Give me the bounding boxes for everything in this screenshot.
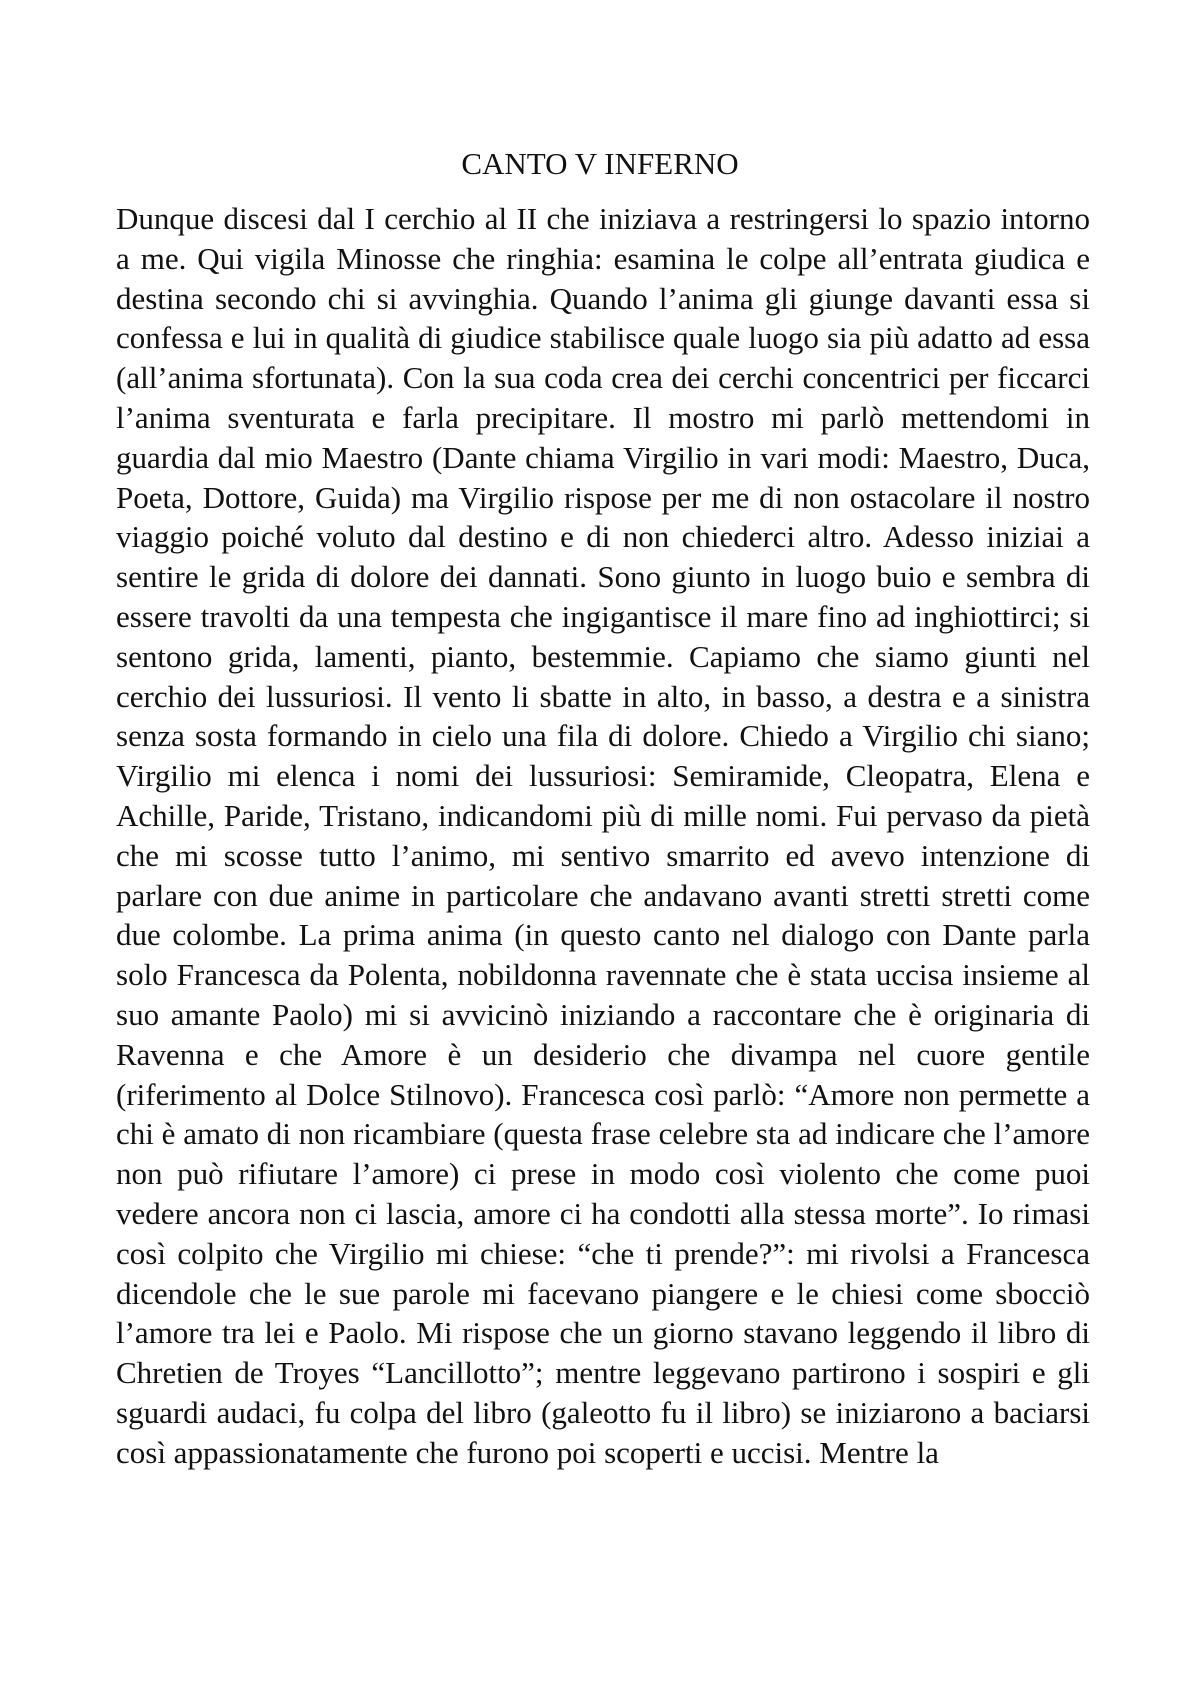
document-body-paragraph: Dunque discesi dal I cerchio al II che iniziava a restringersi lo spazio intorno a me. Qui vigila Minosse che ringhia: esamina le colpe all’entrata giudica e destina secondo chi si avvinghia. Quando l’anima gli giunge davanti essa si confessa e lui in qualità di giudice stabilisce quale luogo sia più adatto ad essa (all’anima sfortunata). Con la sua coda crea dei cerchi concentrici per ficcarci l’anima sventurata e farla precipitare. Il mostro mi parlò mettendomi in guardia dal mio Maestro (Dante chiama Virgilio in vari modi: Maestro, Duca, Poeta, Dottore, Guida) ma Virgilio rispose per me di non ostacolare il nostro viaggio poiché voluto dal destino e di non chiederci altro. Adesso iniziai a sentire le grida di dolore dei dannati. Sono giunto in luogo buio e sembra di essere travolti da una tempesta che ingigantisce il mare fino ad inghiottirci; si sentono grida, lamenti, pianto, bestemmie. Capiamo che siamo giunti nel cerchio dei lussuriosi. Il vento li sbatte in alto, in basso, a destra e a sinistra senza sosta formando in cielo una fila di dolore. Chiedo a Virgilio chi siano; Virgilio mi elenca i nomi dei lussuriosi: Semiramide, Cleopatra, Elena e Achille, Paride, Tristano, indicandomi più di mille nomi. Fui pervaso da pietà che mi scosse tutto l’animo, mi sentivo smarrito ed avevo intenzione di parlare con due anime in particolare che andavano avanti stretti stretti come due colombe. La prima anima (in questo canto nel dialogo con Dante parla solo Francesca da Polenta, nobildonna ravennate che è stata uccisa insieme al suo amante Paolo) mi si avvicinò iniziando a raccontare che è originaria di Ravenna e che Amore è un desiderio che divampa nel cuore gentile (riferimento al Dolce Stilnovo). Francesca così parlò: “Amore non permette a chi è amato di non ricambiare (questa frase celebre sta ad indicare che l’amore non può rifiutare l’amore) ci prese in modo così violento che come puoi vedere ancora non ci lascia, amore ci ha condotti alla stessa morte”. Io rimasi così colpito che Virgilio mi chiese: “che ti prende?”: mi rivolsi a Francesca dicendole che le sue parole mi facevano piangere e le chiesi come sbocciò l’amore tra lei e Paolo. Mi rispose che un giorno stavano leggendo il libro di Chretien de Troyes “Lancillotto”; mentre leggevano partirono i sospiri e gli sguardi audaci, fu colpa del libro (galeotto fu il libro) se iniziarono a baciarsi così appassionatamente che furono poi scoperti e uccisi. Mentre la — [116, 201, 1090, 1470]
document-title: CANTO V INFERNO — [461, 146, 739, 181]
